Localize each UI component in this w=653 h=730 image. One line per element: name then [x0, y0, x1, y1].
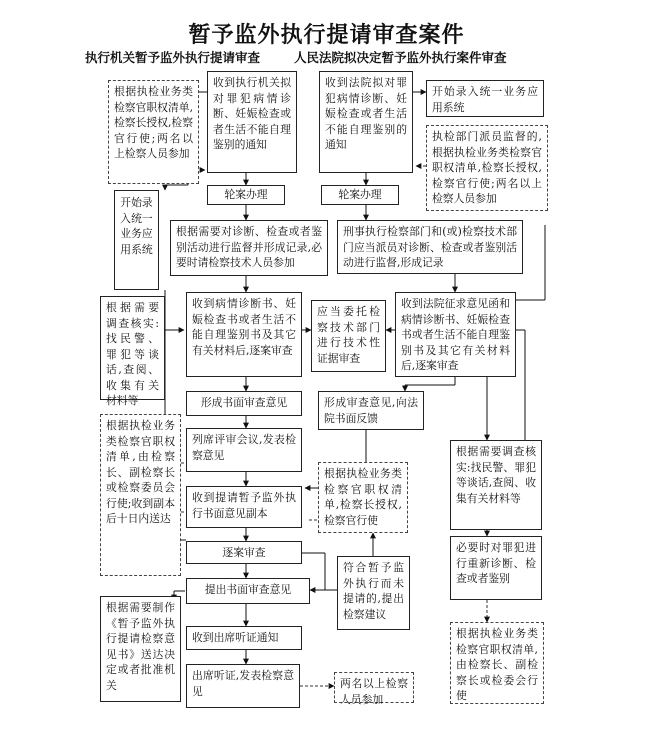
box-tech-review: 应当委托检察技术部门进行技术性证据审查	[311, 300, 386, 372]
box-submit-opinion: 提出书面审查意见	[186, 578, 310, 604]
box-reexamine: 必要时对罪犯进行重新诊断、检查或者鉴别	[450, 536, 542, 600]
box-auth-right-bottom: 根据执检业务类检察官职权清单,由检察长、副检察长或检委会行使	[450, 622, 544, 704]
page-title: 暂予监外执行提请审查案件	[188, 22, 465, 48]
box-dispatch: 执检部门派员监督的,根据执检业务类检察官职权清单,检察长授权,检察官行使;两名以上检察人员参加	[426, 125, 548, 211]
box-start-unified-left: 开始录入统一业务应用系统	[114, 190, 159, 290]
box-start-unified-right: 开始录入统一业务应用系统	[426, 80, 544, 117]
box-recv-docs-left: 收到病情诊断书、妊娠检查书或者生活不能自理鉴别书及其它有关材料后,逐案审查	[186, 292, 302, 377]
subtitle-left: 执行机关暂予监外执行提请审查	[85, 50, 261, 65]
box-recv-court: 收到法院拟对罪犯病情诊断、妊娠检查或者生活不能自理鉴别的通知	[319, 71, 413, 173]
box-investigate-left: 根据需要调查核实:找民警、罪犯等谈话,查阅、收集有关材料等	[100, 296, 165, 400]
subtitle-right: 人民法院拟决定暂予监外执行案件审查	[294, 50, 507, 65]
box-recv-copy: 收到提请暂予监外执行书面意见副本	[186, 486, 302, 528]
box-auth-copy: 根据执检业务类检察官职权清单,由检察长、副检察长或检察委员会行使;收到副本后十日内送达	[100, 414, 181, 576]
box-auth-mid: 根据执检业务类检察官职权清单,检察长授权,检察官行使	[318, 462, 408, 533]
box-supervise-left: 根据需要对诊断、检查或者鉴别活动进行监督并形成记录,必要时请检察技术人员参加	[170, 220, 328, 276]
box-rotate-right: 轮案办理	[321, 185, 399, 205]
box-recv-docs-right: 收到法院征求意见函和病情诊断书、妊娠检查书或者生活不能自理鉴别书及其它有关材料后,逐案审查	[395, 292, 516, 377]
box-prepare-doc: 根据需要制作《暂予监外执行提请检察意见书》送达决定或者批准机关	[100, 596, 181, 702]
box-not-proposed: 符合暂予监外执行而未提请的,提出检察建议	[337, 556, 410, 630]
box-two-people: 两名以上检察人员参加	[334, 672, 414, 703]
box-recv-exec: 收到执行机关拟对罪犯病情诊断、妊娠检查或者生活不能自理鉴别的通知	[207, 71, 297, 173]
box-rotate-left: 轮案办理	[207, 185, 285, 205]
box-written-opinion-left: 形成书面审查意见	[186, 391, 302, 416]
box-written-opinion-right: 形成审查意见,向法院书面反馈	[318, 391, 424, 430]
box-case-review: 逐案审查	[186, 541, 302, 564]
box-auth-left: 根据执检业务类检察官职权清单,检察长授权,检察官行使;两名以上检察人员参加	[108, 80, 199, 184]
box-attend-meeting: 列席评审会议,发表检察意见	[186, 428, 302, 472]
box-supervise-right: 刑事执行检察部门和(或)检察技术部门应当派员对诊断、检查或者鉴别活动进行监督,形成记录	[337, 220, 523, 274]
box-recv-hearing: 收到出席听证通知	[186, 626, 302, 650]
box-investigate-right: 根据需要调查核实:找民警、罪犯等谈话,查阅、收集有关材料等	[450, 440, 542, 530]
box-attend-hearing: 出席听证,发表检察意见	[186, 664, 300, 708]
